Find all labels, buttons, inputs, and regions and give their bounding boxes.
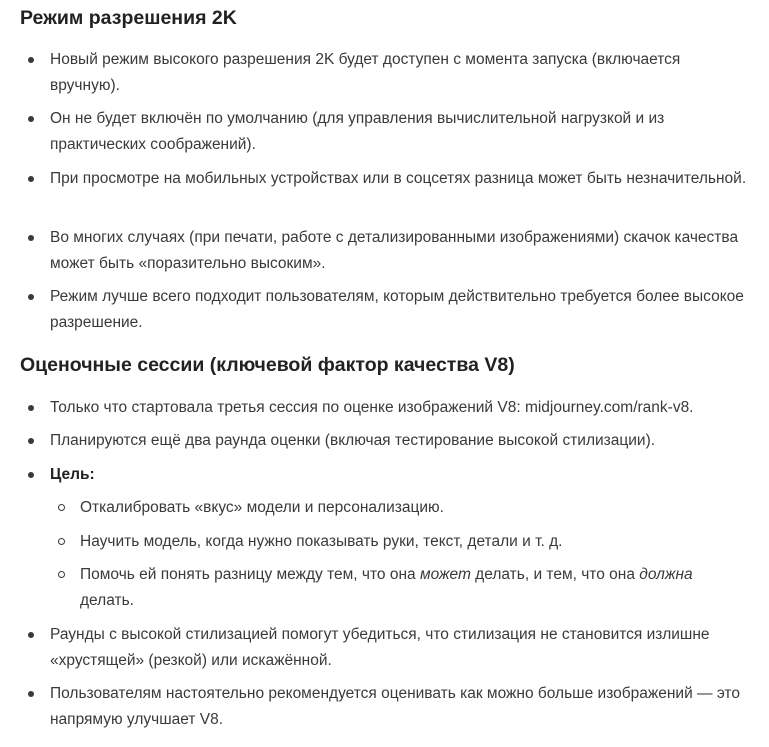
list-item-goal-label: Цель: — [50, 462, 750, 488]
list-item: Только что стартовала третья сессия по оценке изображений V8: midjourney.com/rank-v8. — [50, 395, 750, 421]
list-item: Новый режим высокого разрешения 2K будет доступен с момента запуска (включается вручную). — [50, 47, 750, 99]
sub-list-item — [80, 562, 720, 614]
list-item: При просмотре на мобильных устройствах или в соцсетях разница может быть незначительной. — [50, 166, 750, 192]
section-heading-2k-mode: Режим разрешения 2K — [20, 7, 237, 29]
sub-list-item: Научить модель, когда нужно показывать руки, текст, детали и т. д. — [80, 529, 750, 555]
sub-list-item: Откалибровать «вкус» модели и персонализацию. — [80, 495, 750, 521]
sub-item-text: Помочь ей понять разницу между тем, что она — [80, 566, 420, 583]
sub-item-emphasis: должна — [639, 566, 693, 583]
sub-item-text: делать. — [80, 592, 134, 609]
sub-item-text: делать, и тем, что она — [470, 566, 640, 583]
sub-item-emphasis: может — [419, 566, 471, 583]
list-item: Режим лучше всего подходит пользователям, которым действительно требуется более высокое разрешение. — [50, 284, 750, 336]
list-item: Пользователям настоятельно рекомендуется оценивать как можно больше изображений — это напрямую улучшает V8. — [50, 681, 750, 733]
list-item: Планируются ещё два раунда оценки (включая тестирование высокой стилизации). — [50, 428, 750, 454]
list-item: Во многих случаях (при печати, работе с детализированными изображениями) скачок качества может быть «поразительно высоким». — [50, 225, 750, 277]
list-item: Раунды с высокой стилизацией помогут убедиться, что стилизация не становится излишне «хрустящей» (резкой) или искажённой. — [50, 622, 750, 674]
section-heading-rating-sessions: Оценочные сессии (ключевой фактор качества V8) — [20, 354, 515, 376]
list-item: Он не будет включён по умолчанию (для управления вычислительной нагрузкой и из практических соображений). — [50, 106, 750, 158]
